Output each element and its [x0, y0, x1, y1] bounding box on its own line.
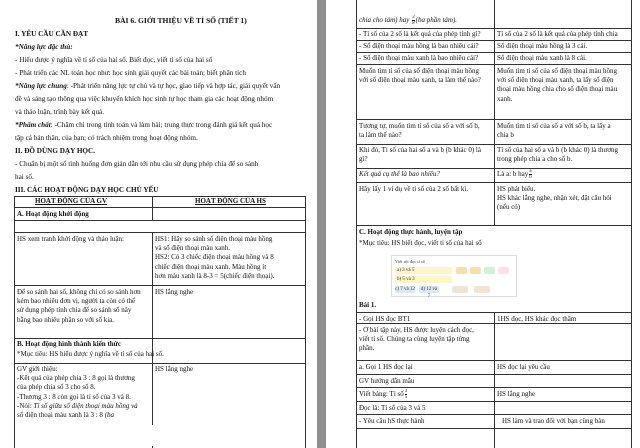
table-cell	[359, 122, 493, 140]
fraction-numerator: 3	[404, 389, 408, 394]
cell-text: Viết bảng: Tỉ số	[359, 390, 404, 399]
fraction-numerator: a	[529, 169, 532, 174]
cell-line: của phép chia số 3 cho số 8.	[17, 383, 96, 392]
exercise-item: b) 5 và 3	[395, 276, 452, 283]
table-cell: Hãy lấy 1 ví dụ về tỉ số của 2 số bất kì.	[359, 185, 469, 193]
cell-line: viết tỉ số. Chúng ta cùng luyện tập từng	[359, 335, 470, 344]
table-cell: - Số điện thoại màu hồng là bao nhiêu cái?	[359, 42, 479, 50]
cell-line: Khi đó, Tỉ số của hai số a và b (b khác 0) là	[359, 146, 481, 154]
table-cell: - Yêu cầu hS thực hành	[359, 417, 425, 425]
cell-line: trong phép chia a cho số b.	[497, 155, 573, 164]
cell-line: HS phát biểu.	[497, 185, 536, 193]
cell-line: xanh.	[497, 94, 513, 103]
cell-line: chiếc điện thoại màu xanh. Màu hồng ít	[155, 262, 267, 271]
table-cell: HS lắng nghe	[155, 288, 194, 296]
table-cell	[359, 326, 493, 354]
table-cell: - Số điện thoại màu xanh là bao nhiêu cái?	[359, 54, 479, 62]
table-cell: HS làm và trao đổi với bạn cùng bàn	[502, 417, 605, 425]
table-cell	[497, 185, 631, 213]
table-cell	[497, 169, 533, 180]
materials-line: hai số.	[15, 173, 34, 181]
section-goal: *Mục tiêu: HS biết đọc, viết tỉ số của hai số	[359, 239, 482, 247]
table-cell: HS lắng nghe	[155, 365, 194, 373]
exercise-tile	[498, 267, 509, 274]
cell-text: (ba phần tám).	[415, 16, 458, 25]
cell-line: HS2: Có 3 chiếc điện thoại màu hồng và 8	[155, 253, 274, 262]
quality-text: : -Chăm chỉ trong tính toán và làm bài; trung thực trong đánh giá kết quả học	[50, 121, 273, 129]
cell-line: hơn màu xanh là 8-3 = 5(chiếc điện thoại).	[155, 271, 275, 280]
fraction-denominator: 8	[412, 21, 415, 26]
table-cell: a. Gọi 1 HS đọc lại	[359, 363, 413, 371]
table-cell	[17, 365, 151, 420]
cell-line: ta làm thế nào?	[359, 131, 402, 140]
table-header-student: HOẠT ĐỘNG CỦA HS	[195, 197, 266, 205]
cell-text-italic: (ba	[104, 411, 115, 420]
table-cell	[17, 288, 151, 325]
objective-line: - Phát triển các NL toán học như: học sinh giải quyết các bài toán; biết phân tích	[15, 69, 246, 77]
cell-line: -Thương 3 : 8 còn gọi là tỉ số của 3 và 8.	[17, 392, 131, 401]
cell-line: - Ở bài tập này, HS được luyện cách đọc,	[359, 326, 474, 334]
fraction-denominator: b	[529, 175, 532, 180]
exercise-item: c) 7 và 12	[395, 287, 415, 292]
table-cell	[497, 146, 631, 164]
table-cell: - Tỉ số của 2 số là kết quả của phép tính gì?	[359, 30, 481, 38]
fraction-three-fifths	[405, 389, 408, 400]
fraction-three-eighths	[412, 15, 415, 26]
table-cell	[359, 389, 408, 400]
table-cell	[359, 67, 493, 85]
exercise-tile	[452, 286, 468, 293]
cell-text: Là a: b hay	[497, 170, 529, 179]
table-header-teacher: HOẠT ĐỘNG CỦA GV	[35, 197, 108, 205]
activities-table-continued	[356, 0, 632, 448]
cell-line: thoại màu hồng chia cho số điện thoại màu	[497, 85, 618, 94]
table-cell: - Gọi HS đọc BT1	[359, 315, 411, 323]
table-cell: 1HS đọc, HS khác đọc thầm	[497, 315, 577, 323]
table-cell	[497, 122, 631, 140]
cell-line: chia b	[497, 131, 514, 140]
table-cell: Đọc là: Tỉ số của 3 và 5	[359, 404, 426, 412]
lesson-title: BÀI 6. GIỚI THIỆU VỀ TỈ SỐ (TIẾT 1)	[115, 16, 247, 25]
cell-line: và số điện thoại màu xanh.	[155, 244, 231, 253]
section-row-warmup: A. Hoạt động khởi động	[17, 210, 89, 218]
cell-line: Để so sánh hai số, không chỉ có so sánh hơn	[17, 288, 141, 296]
cell-line	[17, 411, 151, 420]
cell-line: phần.	[359, 344, 375, 353]
cell-line: (nếu có)	[497, 203, 521, 212]
section-row-knowledge: B. Hoạt động hình thành kiến thức	[17, 340, 121, 348]
fraction-denominator: 5	[404, 395, 408, 400]
exercise-item: d) 12 và 7	[420, 287, 438, 299]
exercise-tile	[470, 267, 481, 274]
fraction-a-over-b	[529, 169, 532, 180]
general-competence-text: : -Phát triển năng lực tự chủ và tự học, giao tiếp và hợp tác, giải quyết vấn	[66, 82, 281, 90]
section-heading-objectives: I. YÊU CẦU CẦN ĐẠT	[15, 30, 89, 38]
table-cell: GV hướng dẫn mẫu	[359, 377, 415, 385]
cell-text: chia cho tám) hay	[359, 16, 412, 25]
cell-line: kém bao nhiêu đơn vị, người ta còn có thể	[17, 297, 136, 306]
table-cell	[359, 15, 631, 26]
exercise-image-title: Viết rồi đọc tỉ số	[395, 259, 425, 264]
table-cell: HS lắng nghe	[497, 390, 536, 398]
exercise-heading: Bài 1.	[359, 301, 377, 309]
table-cell: HS xem tranh khởi động và thảo luận:	[17, 235, 124, 243]
table-cell	[497, 67, 631, 104]
cell-line: Muốn tìm tỉ số của số a với số b, ta lấy a	[497, 122, 611, 130]
general-competence-label: *Năng lực chung	[15, 82, 67, 90]
cell-line: Muốn tìm tỉ số của số điện thoại màu hồng	[497, 67, 617, 75]
cell-line: sử dụng phép tính chia để so sánh số này	[17, 306, 132, 315]
activities-table	[14, 196, 306, 448]
exercise-image	[391, 255, 517, 297]
cell-text-italic: Tỉ số giữa số điện thoại màu hồng và	[33, 401, 138, 410]
cell-line: -Kết quả của phép chia 3 : 8 gọi là thương	[17, 374, 135, 383]
table-cell: Kết quả cụ thể là bao nhiêu?	[359, 170, 440, 178]
materials-line: - Chuẩn bị một số tình huống đơn giản dẫn tới nhu cầu sử dụng phép chia để so sánh	[15, 160, 259, 168]
specific-competence-label: *Năng lực đặc thù:	[15, 43, 73, 51]
quality-label: *Phẩm chất	[15, 121, 51, 129]
cell-line	[17, 402, 151, 411]
section-heading-materials: II. ĐỒ DÙNG DẠY HỌC.	[15, 147, 95, 155]
fraction-numerator: 3	[412, 15, 415, 20]
cell-text: -Nói:	[17, 401, 34, 410]
objective-line	[15, 82, 280, 91]
exercise-tile	[474, 286, 490, 293]
table-cell: Số điện thoại màu hồng là 3 cái.	[497, 42, 588, 50]
exercise-item: a) 3 và 5	[395, 267, 452, 274]
cell-line: GV giới thiệu:	[17, 365, 58, 373]
section-row-practice: C. Hoạt động thực hành, luyện tập	[359, 228, 463, 236]
section-heading-activities: III. CÁC HOẠT ĐỘNG DẠY HỌC CHỦ YẾU	[15, 186, 159, 194]
objective-line: đề và sáng tạo thông qua việc khuyến khích học sinh tự học tham gia các hoạt động nhóm	[15, 95, 274, 103]
document-page-right	[326, 0, 640, 448]
table-cell: Số điện thoại màu xanh là 8 cái.	[497, 54, 587, 62]
cell-text: số điện thoại màu xanh là 3 : 8	[17, 411, 105, 420]
cell-line: HS khác lắng nghe, nhận xét, đặt câu hỏi	[497, 194, 612, 203]
objective-line: tập cá bản thân, của bạn; có trách nhiệm trong hoạt động nhóm.	[15, 134, 198, 142]
cell-line: Muốn tìm tỉ số của số điện thoại màu hồng	[359, 67, 479, 75]
cell-line: với số điện thoại màu xanh, ta làm thế nào?	[359, 76, 481, 85]
cell-line: với số điện thoại màu xanh, ta lấy số điện	[497, 76, 614, 85]
objective-line: - Hiểu được ý nghĩa về tỉ số của hai số. Biết đọc, viết tỉ số của hai số	[15, 56, 213, 64]
table-cell	[359, 146, 493, 164]
exercise-tile	[484, 267, 495, 274]
objective-line: và thảo luận, trình bày kết quả.	[15, 108, 105, 116]
table-cell	[155, 235, 305, 281]
document-page-left	[0, 0, 317, 448]
cell-line: bằng bao nhiêu phần so với số kia.	[17, 315, 115, 324]
cell-line: Tỉ số của hai số a và b (b khác 0) là thương	[497, 146, 619, 154]
table-cell: Tỉ số của 2 số là kết quả của phép tính chia	[497, 30, 618, 38]
objective-line	[15, 121, 272, 130]
table-cell: HS đọc lại yêu cầu	[497, 363, 550, 371]
cell-line: Tương tự, muốn tìm tỉ số của số a với số b,	[359, 122, 480, 130]
cell-line: HS1: Hãy so sánh số điện thoại màu hồng	[155, 235, 273, 243]
exercise-tile	[456, 267, 467, 274]
cell-line: gì?	[359, 155, 368, 164]
section-goal: *Mục tiêu: HS hiểu được ý nghĩa về tỉ số của hai số.	[17, 350, 164, 358]
